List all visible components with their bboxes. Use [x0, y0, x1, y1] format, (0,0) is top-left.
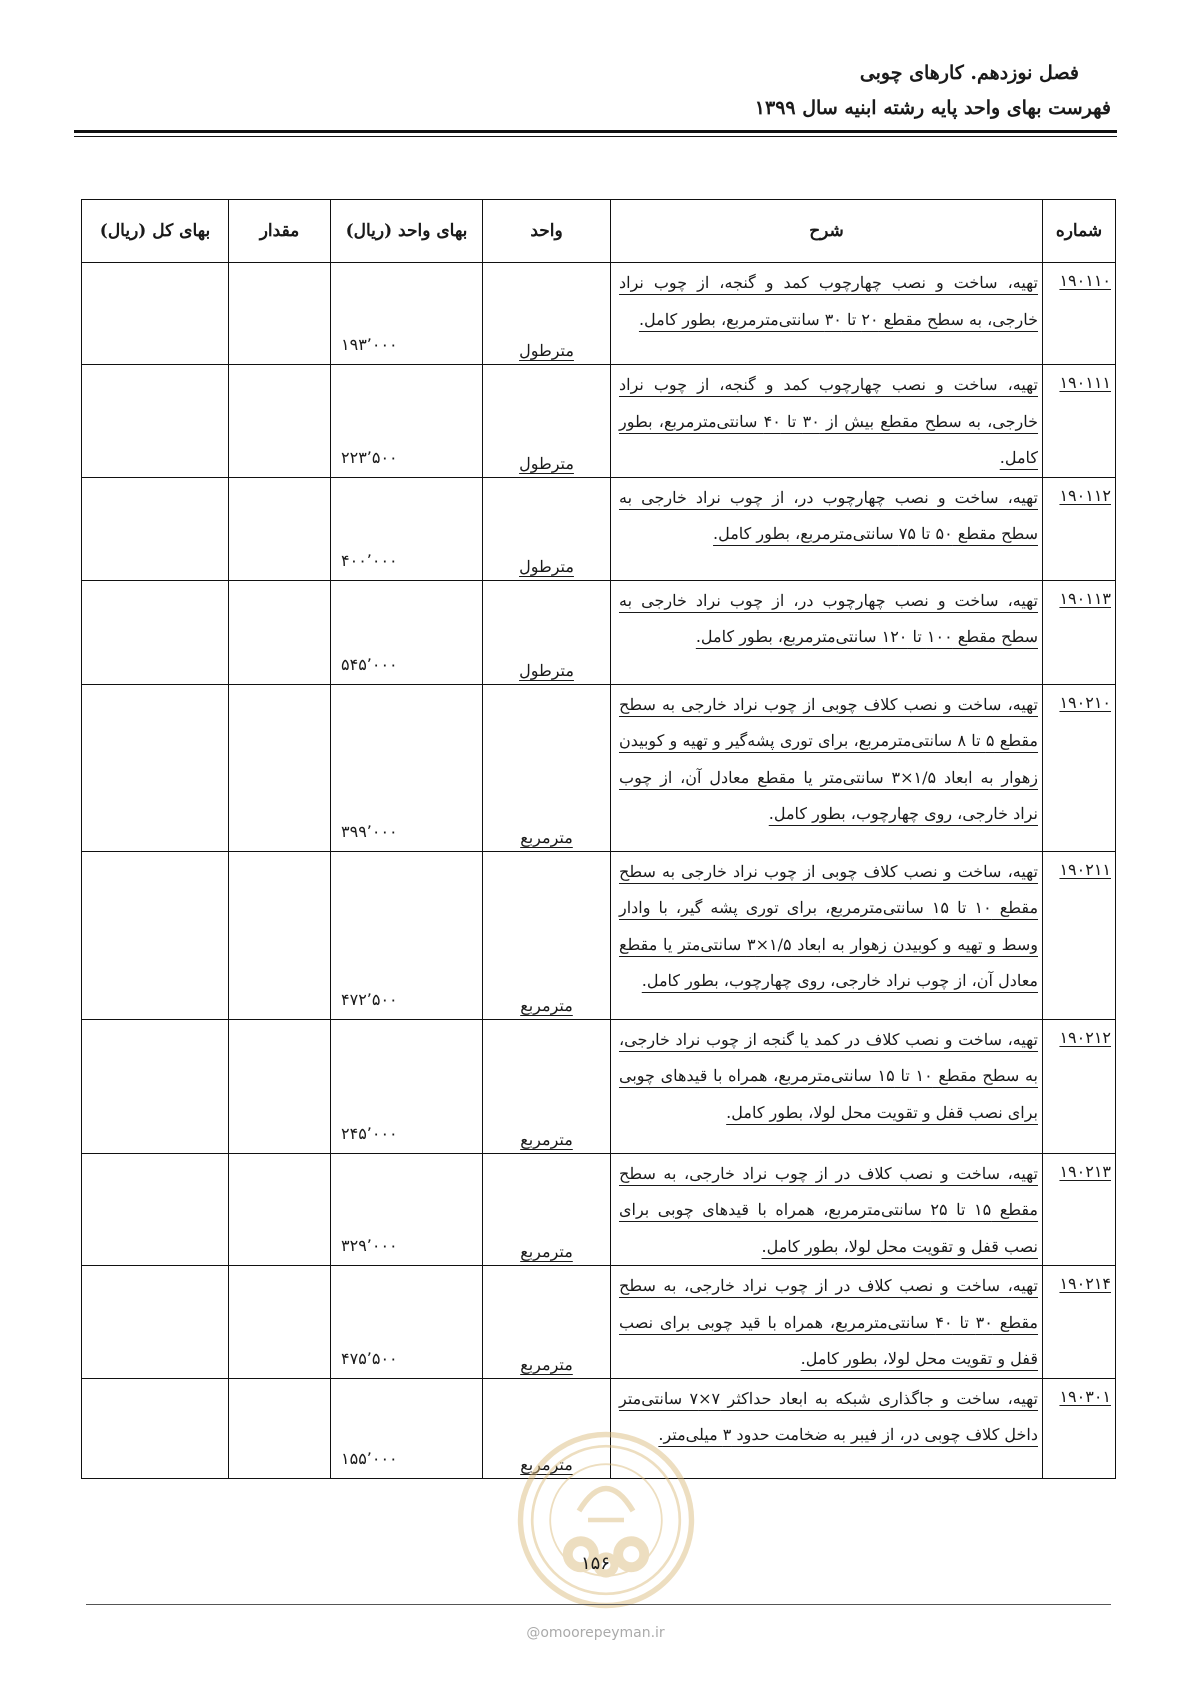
item-total-price-cell	[82, 851, 229, 1019]
item-total-price-cell	[82, 684, 229, 851]
table-row	[82, 851, 1116, 1019]
item-code-cell	[1043, 1019, 1116, 1153]
item-unit-cell-text: مترمربع	[520, 995, 573, 1015]
item-code-cell	[1043, 580, 1116, 684]
header-rule-thick	[74, 130, 1117, 133]
header-rule-thin	[74, 136, 1117, 137]
item-code-cell	[1043, 1266, 1116, 1379]
item-total-price-cell	[82, 365, 229, 478]
column-header-quantity: مقدار	[229, 200, 331, 263]
item-code-cell	[1043, 263, 1116, 365]
item-unit-cell-text: مترمربع	[520, 1354, 573, 1374]
item-unit-price-cell: ۵۴۵٬۰۰۰	[331, 580, 483, 684]
item-unit-cell-text: مترمربع	[520, 1242, 573, 1261]
column-header-unit-price: بهای واحد (ریال)	[331, 200, 483, 263]
item-quantity-cell	[229, 684, 331, 851]
item-code-cell-text: ۱۹۰۱۱۰	[1059, 271, 1111, 290]
item-description-cell-text: تهیه، ساخت و نصب چهارچوب در، از چوب نراد خارجی به سطح مقطع ۱۰۰ تا ۱۲۰ سانتی‌مترمربع، بطور کامل.	[619, 590, 1038, 646]
item-unit-cell	[483, 365, 611, 478]
item-code-cell	[1043, 365, 1116, 478]
item-code-cell-text: ۱۹۰۱۱۱	[1059, 373, 1111, 392]
item-unit-cell	[483, 1153, 611, 1266]
table-row	[82, 263, 1116, 365]
item-quantity-cell	[229, 1266, 331, 1379]
item-description-cell	[611, 365, 1043, 478]
item-unit-price-cell: ۴۷۲٬۵۰۰	[331, 851, 483, 1019]
item-unit-cell-text: مترمربع	[520, 1129, 573, 1149]
footer-rule	[86, 1604, 1111, 1605]
item-unit-price-cell: ۲۲۳٬۵۰۰	[331, 365, 483, 478]
item-code-cell	[1043, 684, 1116, 851]
item-unit-price-cell: ۳۹۹٬۰۰۰	[331, 684, 483, 851]
item-quantity-cell	[229, 1378, 331, 1478]
item-unit-cell	[483, 1019, 611, 1153]
item-unit-cell	[483, 1266, 611, 1379]
item-code-cell-text: ۱۹۰۲۱۲	[1059, 1027, 1111, 1047]
item-description-cell	[611, 1019, 1043, 1153]
table-row	[82, 684, 1116, 851]
table-row	[82, 365, 1116, 478]
table-row	[82, 1153, 1116, 1266]
item-unit-cell	[483, 477, 611, 580]
table-row	[82, 477, 1116, 580]
item-quantity-cell	[229, 851, 331, 1019]
item-unit-cell-text: مترطول	[519, 660, 574, 680]
footer-url: @omoorepeyman.ir	[526, 1625, 665, 1641]
item-description-cell-text: تهیه، ساخت و نصب کلاف در کمد یا گنجه از چوب نراد خارجی، به سطح مقطع ۱۰ تا ۱۵ سانتی‌مترمربع، همراه با قیدهای چوبی برای نصب قفل و تقویت محل لولا، بطور کامل.	[619, 1029, 1038, 1122]
column-header-description: شرح	[611, 200, 1043, 263]
item-code-cell-text: ۱۹۰۱۱۲	[1059, 485, 1111, 505]
item-description-cell	[611, 580, 1043, 684]
item-description-cell-text: تهیه، ساخت و جاگذاری شبکه به ابعاد حداکثر ۷×۷ سانتی‌متر داخل کلاف چوبی در، از فیبر به ضخامت حدود ۳ میلی‌متر.	[619, 1388, 1038, 1444]
item-unit-cell-text: مترمربع	[520, 827, 573, 847]
item-unit-cell-text: مترطول	[519, 453, 574, 473]
item-total-price-cell	[82, 263, 229, 365]
item-unit-price-cell: ۲۴۵٬۰۰۰	[331, 1019, 483, 1153]
item-unit-price-cell: ۳۲۹٬۰۰۰	[331, 1153, 483, 1266]
item-unit-cell-text: مترمربع	[520, 1454, 573, 1474]
item-quantity-cell	[229, 365, 331, 478]
item-unit-cell	[483, 1378, 611, 1478]
item-description-cell-text: تهیه، ساخت و نصب چهارچوب در، از چوب نراد خارجی به سطح مقطع ۵۰ تا ۷۵ سانتی‌مترمربع، بطور کامل.	[619, 487, 1038, 543]
item-code-cell-text: ۱۹۰۳۰۱	[1059, 1386, 1111, 1406]
item-unit-cell	[483, 263, 611, 365]
item-description-cell	[611, 1153, 1043, 1266]
item-description-cell-text: تهیه، ساخت و نصب کلاف در از چوب نراد خارجی، به سطح مقطع ۱۵ تا ۲۵ سانتی‌مترمربع، همراه با قیدهای چوبی برای نصب قفل و تقویت محل لولا، بطور کامل.	[619, 1163, 1039, 1256]
item-description-cell	[611, 1266, 1043, 1379]
item-unit-cell-text: مترطول	[519, 556, 574, 576]
table-row	[82, 580, 1116, 684]
item-code-cell	[1043, 1153, 1116, 1266]
item-description-cell	[611, 851, 1043, 1019]
item-code-cell	[1043, 1378, 1116, 1478]
table-body	[82, 263, 1116, 1479]
item-code-cell-text: ۱۹۰۱۱۳	[1059, 588, 1111, 608]
price-list-title: فهرست بهای واحد پایه رشته ابنیه سال ۱۳۹۹	[754, 97, 1111, 119]
item-total-price-cell	[82, 477, 229, 580]
item-description-cell-text: تهیه، ساخت و نصب چهارچوب کمد و گنجه، از چوب نراد خارجی، به سطح مقطع بیش از ۳۰ تا ۴۰ سانتی‌مترمربع، بطور کامل.	[619, 375, 1039, 467]
item-description-cell-text: تهیه، ساخت و نصب کلاف در از چوب نراد خارجی، به سطح مقطع ۳۰ تا ۴۰ سانتی‌مترمربع، همراه با قید چوبی برای نصب قفل و تقویت محل لولا، بطور کامل.	[619, 1276, 1039, 1368]
item-total-price-cell	[82, 1019, 229, 1153]
page-number: ۱۵۶	[580, 1553, 610, 1574]
item-unit-cell	[483, 580, 611, 684]
item-unit-cell-text: مترطول	[519, 341, 574, 360]
table-header-row	[82, 200, 1116, 263]
table-row	[82, 1266, 1116, 1379]
item-unit-price-cell: ۴۷۵٬۵۰۰	[331, 1266, 483, 1379]
table-row	[82, 1378, 1116, 1478]
item-description-cell	[611, 477, 1043, 580]
item-unit-price-cell: ۴۰۰٬۰۰۰	[331, 477, 483, 580]
item-quantity-cell	[229, 263, 331, 365]
item-code-cell-text: ۱۹۰۲۱۱	[1059, 859, 1111, 879]
column-header-total-price: بهای کل (ریال)	[82, 200, 229, 263]
item-unit-price-cell: ۱۵۵٬۰۰۰	[331, 1378, 483, 1478]
item-quantity-cell	[229, 580, 331, 684]
item-description-cell-text: تهیه، ساخت و نصب چهارچوب کمد و گنجه، از چوب نراد خارجی، به سطح مقطع ۲۰ تا ۳۰ سانتی‌مترمربع، بطور کامل.	[619, 273, 1038, 329]
item-unit-cell	[483, 684, 611, 851]
column-header-unit: واحد	[483, 200, 611, 263]
item-description-cell	[611, 1378, 1043, 1478]
column-header-code: شماره	[1043, 200, 1116, 263]
item-unit-price-cell: ۱۹۳٬۰۰۰	[331, 263, 483, 365]
item-description-cell-text: تهیه، ساخت و نصب کلاف چوبی از چوب نراد خارجی به سطح مقطع ۵ تا ۸ سانتی‌مترمربع، برای توری پشه‌گیر و تهیه و کوبیدن زهوار به ابعاد ۱/۵×۳ سانتی‌متر یا مقطع معادل آن، از چوب نراد خارجی، روی چهارچوب، بطور کامل.	[619, 694, 1039, 823]
item-quantity-cell	[229, 1019, 331, 1153]
chapter-title: فصل نوزدهم. کارهای چوبی	[859, 62, 1079, 84]
item-code-cell-text: ۱۹۰۲۱۰	[1059, 692, 1111, 712]
item-code-cell	[1043, 477, 1116, 580]
item-quantity-cell	[229, 477, 331, 580]
item-unit-cell	[483, 851, 611, 1019]
item-total-price-cell	[82, 1378, 229, 1478]
item-code-cell-text: ۱۹۰۲۱۳	[1059, 1161, 1111, 1181]
table-row	[82, 1019, 1116, 1153]
price-table	[81, 199, 1116, 1479]
item-code-cell-text: ۱۹۰۲۱۴	[1059, 1274, 1111, 1293]
item-total-price-cell	[82, 1153, 229, 1266]
item-description-cell	[611, 684, 1043, 851]
item-total-price-cell	[82, 580, 229, 684]
item-description-cell-text: تهیه، ساخت و نصب کلاف چوبی از چوب نراد خارجی به سطح مقطع ۱۰ تا ۱۵ سانتی‌مترمربع، برای توری پشه گیر، با وادار وسط و تهیه و کوبیدن زهوار به ابعاد ۱/۵×۳ سانتی‌متر یا مقطع معادل آن، از چوب نراد خارجی، روی چهارچوب، بطور کامل.	[619, 861, 1039, 990]
item-description-cell	[611, 263, 1043, 365]
item-code-cell	[1043, 851, 1116, 1019]
item-total-price-cell	[82, 1266, 229, 1379]
item-quantity-cell	[229, 1153, 331, 1266]
